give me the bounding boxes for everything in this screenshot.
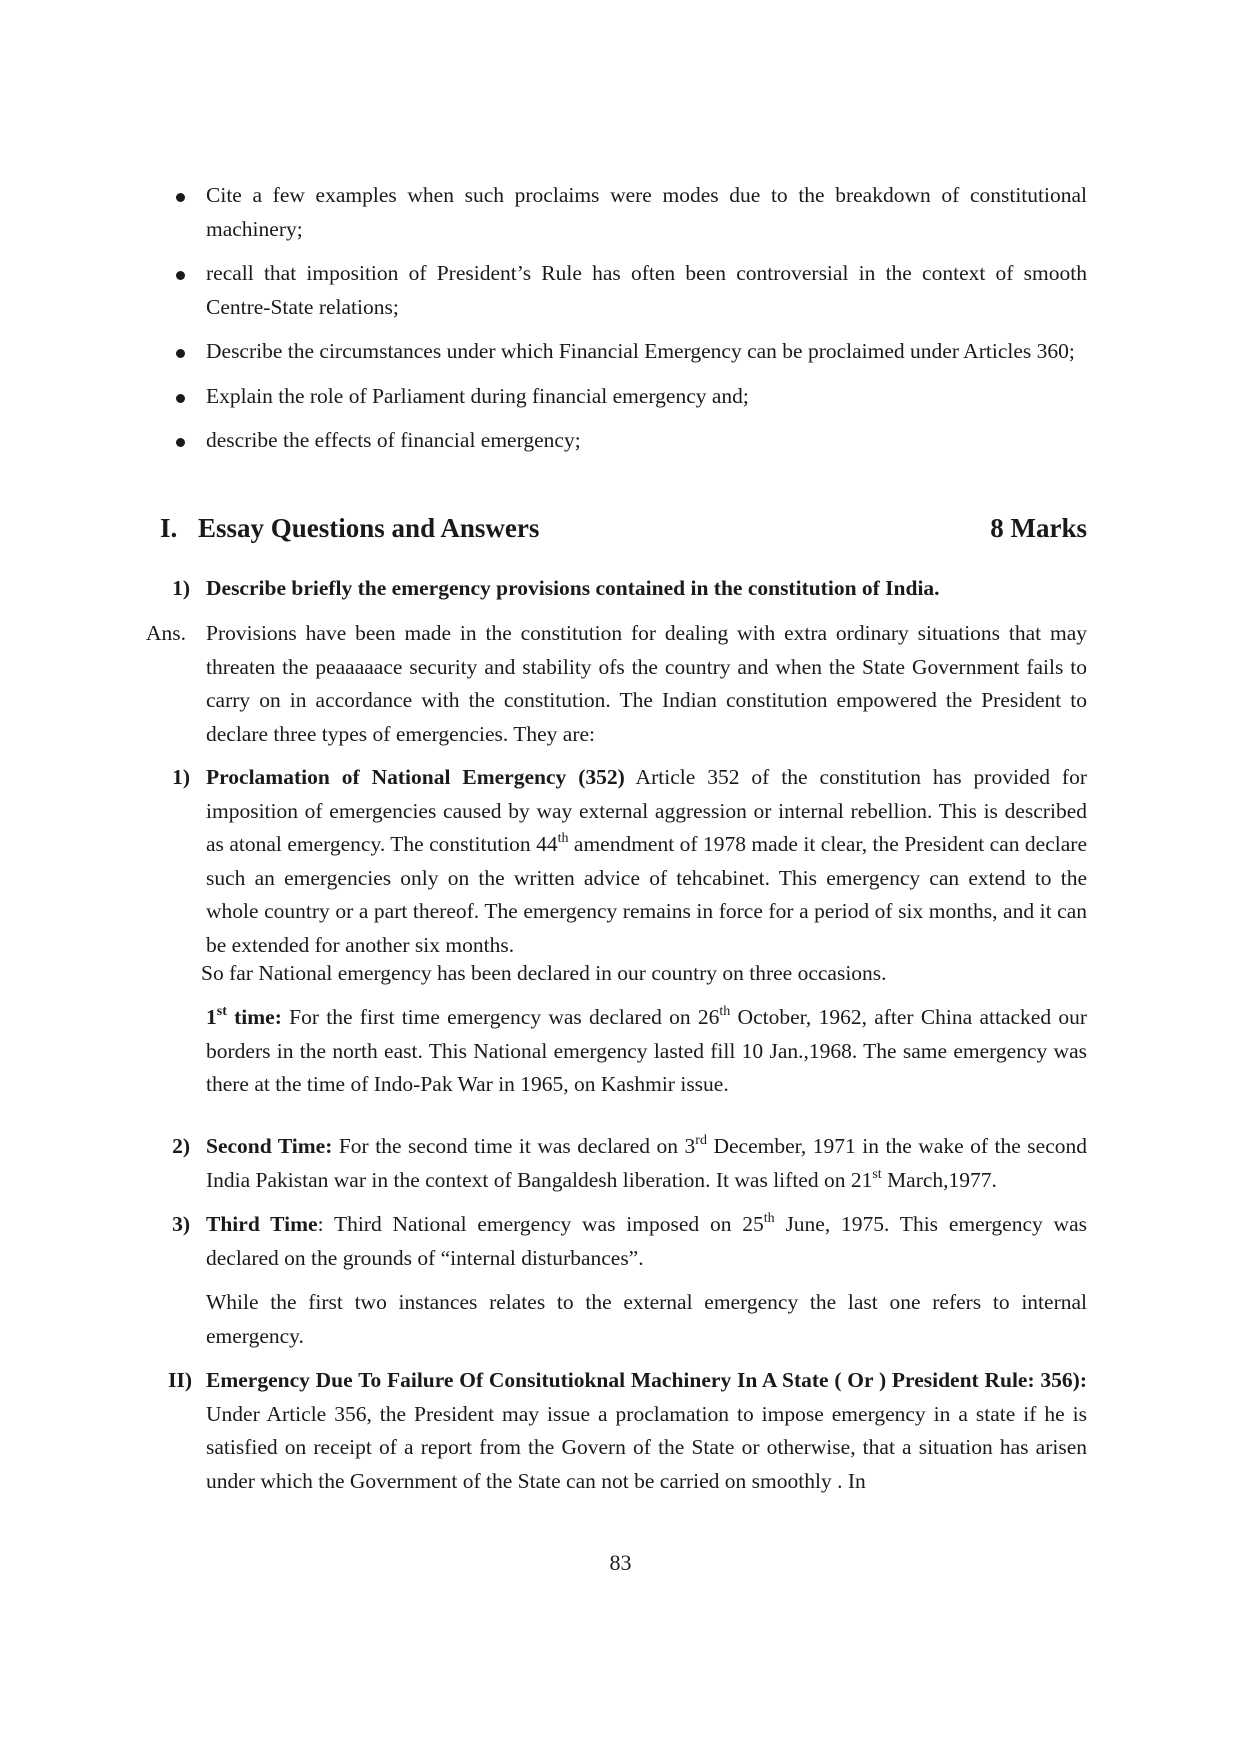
- second-time-paragraph: Second Time: For the second time it was declared on 3rd December, 1971 in the wake of the second India Pakistan war in the context of Bangaldesh liberation. It was lifted on 21st March,1977.: [206, 1133, 1087, 1192]
- while-paragraph: While the first two instances relates to the external emergency the last one refers to internal emergency.: [206, 1290, 1087, 1348]
- bullet-dot-icon: [176, 394, 185, 403]
- section-number: I.: [160, 513, 178, 543]
- item-number: 1): [172, 765, 190, 789]
- first-time-label: 1st time:: [206, 1004, 282, 1029]
- answer-text: Provisions have been made in the constitution for dealing with extra ordinary situations that may threaten the peaaaaace security and stability ofs the country and when the State Government fails to carry on in accordance with the constitution. The Indian constitution empowered the President to declare three types of emergencies. They are:: [206, 621, 1087, 746]
- bullet-dot-icon: [176, 349, 185, 358]
- section-marks: 8 Marks: [990, 513, 1087, 543]
- answer-label: Ans.: [146, 621, 187, 645]
- section-title: Essay Questions and Answers: [198, 513, 540, 543]
- list-item-text: Cite a few examples when such proclaims were modes due to the breakdown of constitutional machinery;: [206, 183, 1087, 241]
- list-item: [172, 424, 1087, 458]
- item-title: Emergency Due To Failure Of Consitutioknal Machinery In A State ( Or ) President Rule: 356):: [206, 1368, 1087, 1392]
- section-heading: [160, 508, 1087, 548]
- item-title: Third Time: [206, 1212, 318, 1236]
- list-item-text: recall that imposition of President’s Rule has often been controversial in the context of smooth Centre-State relations;: [206, 261, 1087, 319]
- question-number: 1): [172, 576, 190, 600]
- page-number: 83: [609, 1550, 632, 1575]
- item-title: Proclamation of National Emergency (352): [206, 765, 625, 789]
- bullet-dot-icon: [176, 271, 185, 280]
- list-item-text: Explain the role of Parliament during financial emergency and;: [206, 383, 749, 408]
- item-number: 3): [172, 1212, 190, 1236]
- first-time-paragraph: 1st time: For the first time emergency was declared on 26th October, 1962, after China attacked our borders in the north east. This National emergency lasted fill 10 Jan.,1968. The same emergency was there at the time of Indo-Pak War in 1965, on Kashmir issue.: [206, 1004, 1087, 1096]
- objectives-list: [172, 179, 1087, 469]
- third-time-paragraph: Third Time: Third National emergency was imposed on 25th June, 1975. This emergency was declared on the grounds of “internal disturbances”.: [206, 1211, 1087, 1270]
- item-number: 2): [172, 1134, 190, 1158]
- list-item-text: Describe the circumstances under which Financial Emergency can be proclaimed under Articles 360;: [206, 339, 1075, 363]
- list-item: [172, 380, 1087, 414]
- national-emergency-paragraph: Proclamation of National Emergency (352) Article 352 of the constitution has provided for imposition of emergencies caused by way external aggression or internal rebellion. This is described as atonal emergency. The constitution 44th amendment of 1978 made it clear, the President can declare such an emergencies only on the written advice of tehcabinet. This emergency can extend to the whole country or a part thereof. The emergency remains in force for a period of six months, and it can be extended for another six months.: [206, 765, 1087, 957]
- so-far-paragraph: So far National emergency has been declared in our country on three occasions.: [201, 961, 887, 985]
- list-item: [172, 179, 1087, 246]
- item-title: Second Time:: [206, 1134, 333, 1158]
- list-item: [172, 335, 1087, 369]
- bullet-dot-icon: [176, 193, 185, 202]
- item-number: II): [168, 1368, 192, 1392]
- bullet-dot-icon: [176, 438, 185, 447]
- president-rule-paragraph: Emergency Due To Failure Of Consitutioknal Machinery In A State ( Or ) President Rule: 356): Under Article 356, the President may issue a proclamation to impose emergency in a state if he is satisfied on receipt of a report from the Govern of the State or otherwise, that a situation has arisen under which the Government of the State can not be carried on smoothly . In: [206, 1368, 1087, 1493]
- list-item-text: describe the effects of financial emergency;: [206, 428, 581, 452]
- question-text: Describe briefly the emergency provisions contained in the constitution of India.: [206, 576, 940, 600]
- list-item: [172, 257, 1087, 324]
